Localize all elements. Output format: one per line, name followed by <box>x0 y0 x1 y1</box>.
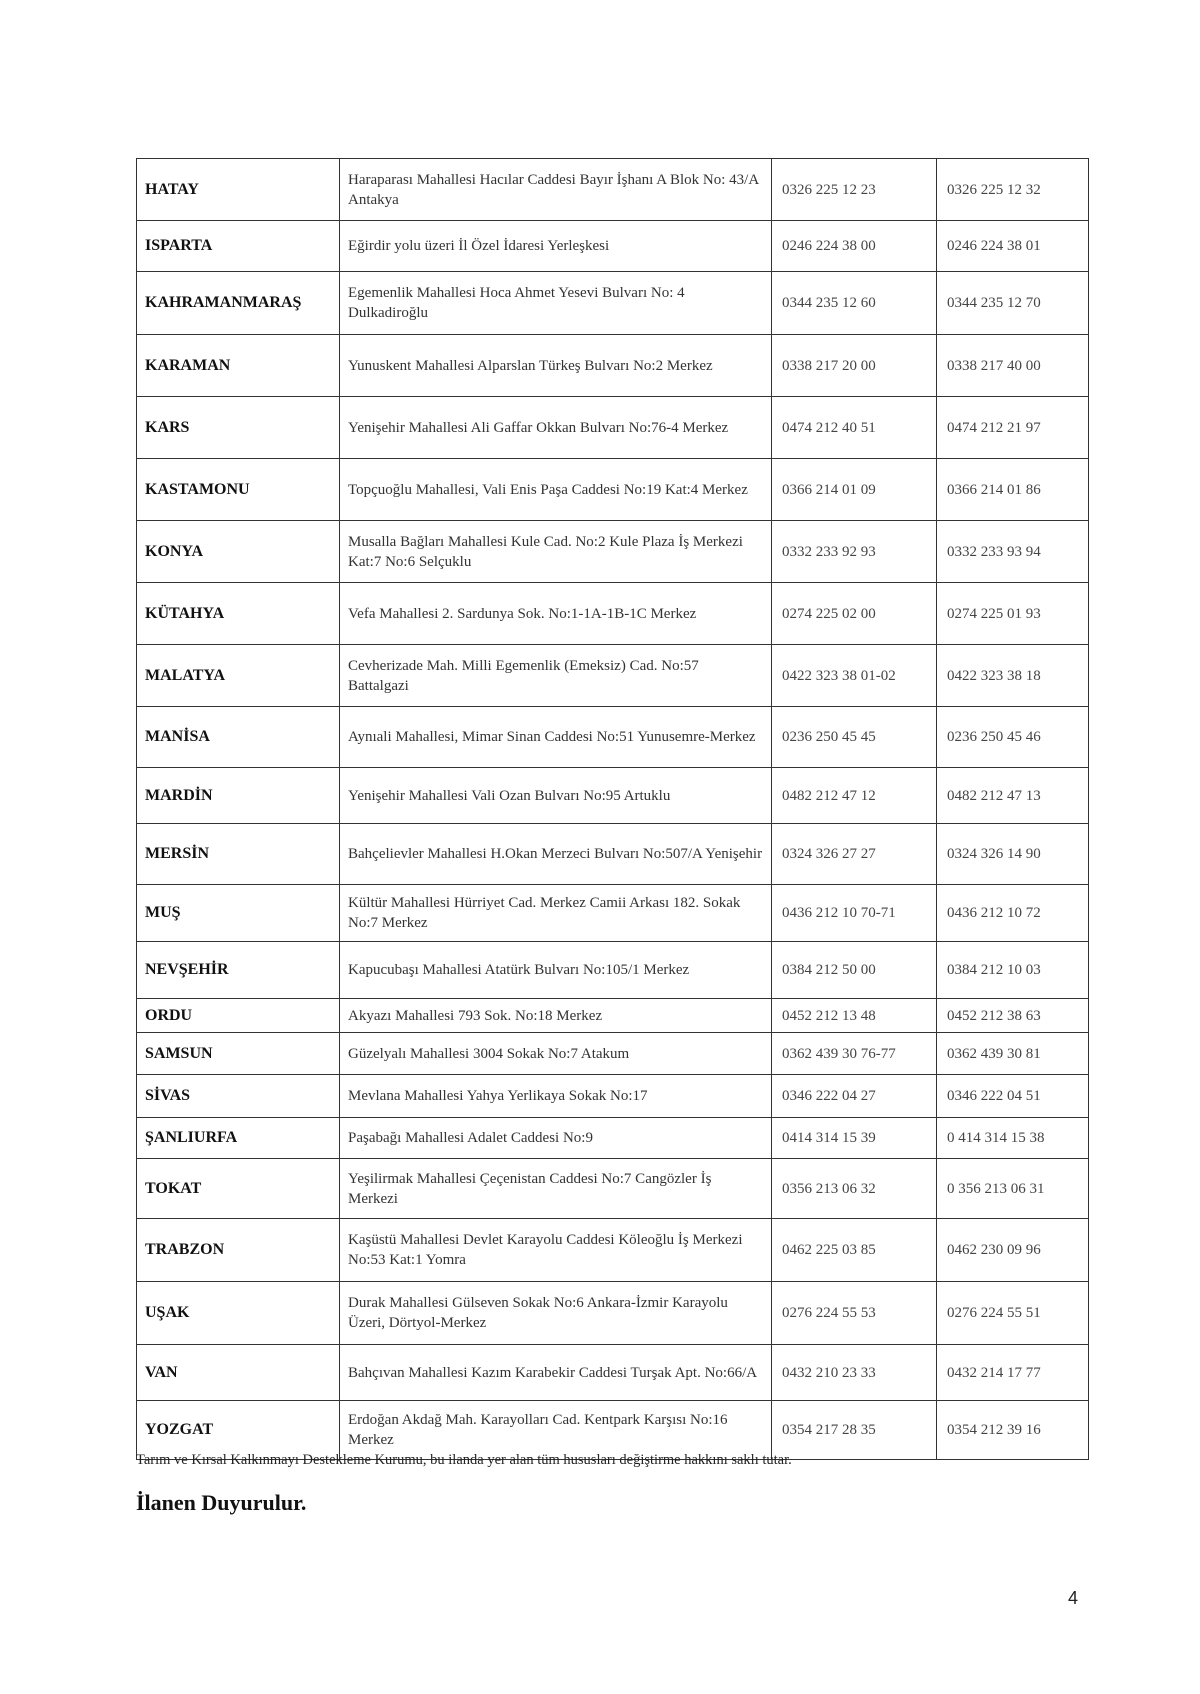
phone-cell: 0356 213 06 32 <box>772 1159 937 1219</box>
table-row <box>137 1033 1089 1075</box>
fax-cell: 0246 224 38 01 <box>937 221 1089 272</box>
fax-cell: 0362 439 30 81 <box>937 1033 1089 1075</box>
city-cell: KONYA <box>137 521 340 583</box>
address-cell: Kaşüstü Mahallesi Devlet Karayolu Caddesi Köleoğlu İş Merkezi No:53 Kat:1 Yomra <box>340 1219 772 1282</box>
offices-table <box>136 158 1089 1460</box>
table-row <box>137 1159 1089 1219</box>
phone-cell: 0474 212 40 51 <box>772 397 937 459</box>
table-row <box>137 942 1089 999</box>
city-cell: ISPARTA <box>137 221 340 272</box>
phone-cell: 0236 250 45 45 <box>772 707 937 768</box>
fax-cell: 0326 225 12 32 <box>937 159 1089 221</box>
phone-cell: 0452 212 13 48 <box>772 999 937 1033</box>
fax-cell: 0332 233 93 94 <box>937 521 1089 583</box>
phone-cell: 0344 235 12 60 <box>772 272 937 335</box>
table-row <box>137 885 1089 942</box>
address-cell: Kapucubaşı Mahallesi Atatürk Bulvarı No:105/1 Merkez <box>340 942 772 999</box>
city-cell: KARS <box>137 397 340 459</box>
address-cell: Durak Mahallesi Gülseven Sokak No:6 Ankara-İzmir Karayolu Üzeri, Dörtyol-Merkez <box>340 1282 772 1345</box>
phone-cell: 0246 224 38 00 <box>772 221 937 272</box>
city-cell: KARAMAN <box>137 335 340 397</box>
fax-cell: 0 356 213 06 31 <box>937 1159 1089 1219</box>
page-number: 4 <box>1068 1588 1079 1608</box>
table-row <box>137 707 1089 768</box>
address-cell: Haraparası Mahallesi Hacılar Caddesi Bayır İşhanı A Blok No: 43/A Antakya <box>340 159 772 221</box>
phone-cell: 0324 326 27 27 <box>772 824 937 885</box>
table-row <box>137 1401 1089 1460</box>
address-cell: Musalla Bağları Mahallesi Kule Cad. No:2 Kule Plaza İş Merkezi Kat:7 No:6 Selçuklu <box>340 521 772 583</box>
fax-cell: 0344 235 12 70 <box>937 272 1089 335</box>
address-cell: Cevherizade Mah. Milli Egemenlik (Emeksiz) Cad. No:57 Battalgazi <box>340 645 772 707</box>
city-cell: SİVAS <box>137 1075 340 1118</box>
address-cell: Yeşilirmak Mahallesi Çeçenistan Caddesi No:7 Cangözler İş Merkezi <box>340 1159 772 1219</box>
address-cell: Erdoğan Akdağ Mah. Karayolları Cad. Kentpark Karşısı No:16 Merkez <box>340 1401 772 1460</box>
announcement-heading: İlanen Duyurulur. <box>136 1490 307 1515</box>
table-row <box>137 1345 1089 1401</box>
table-row <box>137 1118 1089 1159</box>
address-cell: Akyazı Mahallesi 793 Sok. No:18 Merkez <box>340 999 772 1033</box>
table-row <box>137 459 1089 521</box>
phone-cell: 0332 233 92 93 <box>772 521 937 583</box>
table-row <box>137 583 1089 645</box>
city-cell: MANİSA <box>137 707 340 768</box>
address-cell: Yenişehir Mahallesi Ali Gaffar Okkan Bulvarı No:76-4 Merkez <box>340 397 772 459</box>
city-cell: MALATYA <box>137 645 340 707</box>
table-row <box>137 824 1089 885</box>
city-cell: UŞAK <box>137 1282 340 1345</box>
fax-cell: 0436 212 10 72 <box>937 885 1089 942</box>
table-row <box>137 221 1089 272</box>
fax-cell: 0366 214 01 86 <box>937 459 1089 521</box>
address-cell: Bahçelievler Mahallesi H.Okan Merzeci Bulvarı No:507/A Yenişehir <box>340 824 772 885</box>
address-cell: Eğirdir yolu üzeri İl Özel İdaresi Yerleşkesi <box>340 221 772 272</box>
city-cell: KÜTAHYA <box>137 583 340 645</box>
table-row <box>137 768 1089 824</box>
city-cell: MERSİN <box>137 824 340 885</box>
address-cell: Güzelyalı Mahallesi 3004 Sokak No:7 Atakum <box>340 1033 772 1075</box>
address-cell: Bahçıvan Mahallesi Kazım Karabekir Caddesi Turşak Apt. No:66/A <box>340 1345 772 1401</box>
table-row <box>137 272 1089 335</box>
phone-cell: 0436 212 10 70-71 <box>772 885 937 942</box>
city-cell: ORDU <box>137 999 340 1033</box>
address-cell: Yenişehir Mahallesi Vali Ozan Bulvarı No:95 Artuklu <box>340 768 772 824</box>
fax-cell: 0236 250 45 46 <box>937 707 1089 768</box>
address-cell: Kültür Mahallesi Hürriyet Cad. Merkez Camii Arkası 182. Sokak No:7 Merkez <box>340 885 772 942</box>
city-cell: MARDİN <box>137 768 340 824</box>
fax-cell: 0 414 314 15 38 <box>937 1118 1089 1159</box>
address-cell: Mevlana Mahallesi Yahya Yerlikaya Sokak No:17 <box>340 1075 772 1118</box>
city-cell: HATAY <box>137 159 340 221</box>
table-row <box>137 999 1089 1033</box>
fax-cell: 0482 212 47 13 <box>937 768 1089 824</box>
offices-table-wrapper <box>136 158 1088 1460</box>
address-cell: Vefa Mahallesi 2. Sardunya Sok. No:1-1A-1B-1C Merkez <box>340 583 772 645</box>
table-row <box>137 645 1089 707</box>
fax-cell: 0452 212 38 63 <box>937 999 1089 1033</box>
phone-cell: 0432 210 23 33 <box>772 1345 937 1401</box>
city-cell: TOKAT <box>137 1159 340 1219</box>
phone-cell: 0274 225 02 00 <box>772 583 937 645</box>
fax-cell: 0432 214 17 77 <box>937 1345 1089 1401</box>
phone-cell: 0362 439 30 76-77 <box>772 1033 937 1075</box>
fax-cell: 0338 217 40 00 <box>937 335 1089 397</box>
phone-cell: 0346 222 04 27 <box>772 1075 937 1118</box>
city-cell: NEVŞEHİR <box>137 942 340 999</box>
phone-cell: 0276 224 55 53 <box>772 1282 937 1345</box>
phone-cell: 0338 217 20 00 <box>772 335 937 397</box>
phone-cell: 0414 314 15 39 <box>772 1118 937 1159</box>
table-row <box>137 335 1089 397</box>
address-cell: Paşabağı Mahallesi Adalet Caddesi No:9 <box>340 1118 772 1159</box>
fax-cell: 0384 212 10 03 <box>937 942 1089 999</box>
table-row <box>137 521 1089 583</box>
city-cell: ŞANLIURFA <box>137 1118 340 1159</box>
address-cell: Egemenlik Mahallesi Hoca Ahmet Yesevi Bulvarı No: 4 Dulkadiroğlu <box>340 272 772 335</box>
phone-cell: 0354 217 28 35 <box>772 1401 937 1460</box>
table-row <box>137 1075 1089 1118</box>
disclaimer-note: Tarım ve Kırsal Kalkınmayı Destekleme Kurumu, bu ilanda yer alan tüm hususları değiştirme hakkını saklı tutar. <box>136 1452 792 1468</box>
city-cell: YOZGAT <box>137 1401 340 1460</box>
fax-cell: 0274 225 01 93 <box>937 583 1089 645</box>
city-cell: VAN <box>137 1345 340 1401</box>
address-cell: Yunuskent Mahallesi Alparslan Türkeş Bulvarı No:2 Merkez <box>340 335 772 397</box>
table-row <box>137 1219 1089 1282</box>
city-cell: MUŞ <box>137 885 340 942</box>
phone-cell: 0422 323 38 01-02 <box>772 645 937 707</box>
phone-cell: 0384 212 50 00 <box>772 942 937 999</box>
fax-cell: 0422 323 38 18 <box>937 645 1089 707</box>
phone-cell: 0326 225 12 23 <box>772 159 937 221</box>
fax-cell: 0324 326 14 90 <box>937 824 1089 885</box>
fax-cell: 0346 222 04 51 <box>937 1075 1089 1118</box>
phone-cell: 0482 212 47 12 <box>772 768 937 824</box>
city-cell: TRABZON <box>137 1219 340 1282</box>
table-row <box>137 1282 1089 1345</box>
table-row <box>137 159 1089 221</box>
fax-cell: 0276 224 55 51 <box>937 1282 1089 1345</box>
address-cell: Aynıali Mahallesi, Mimar Sinan Caddesi No:51 Yunusemre-Merkez <box>340 707 772 768</box>
fax-cell: 0354 212 39 16 <box>937 1401 1089 1460</box>
phone-cell: 0366 214 01 09 <box>772 459 937 521</box>
table-row <box>137 397 1089 459</box>
address-cell: Topçuoğlu Mahallesi, Vali Enis Paşa Caddesi No:19 Kat:4 Merkez <box>340 459 772 521</box>
fax-cell: 0474 212 21 97 <box>937 397 1089 459</box>
city-cell: KASTAMONU <box>137 459 340 521</box>
city-cell: SAMSUN <box>137 1033 340 1075</box>
fax-cell: 0462 230 09 96 <box>937 1219 1089 1282</box>
city-cell: KAHRAMANMARAŞ <box>137 272 340 335</box>
phone-cell: 0462 225 03 85 <box>772 1219 937 1282</box>
